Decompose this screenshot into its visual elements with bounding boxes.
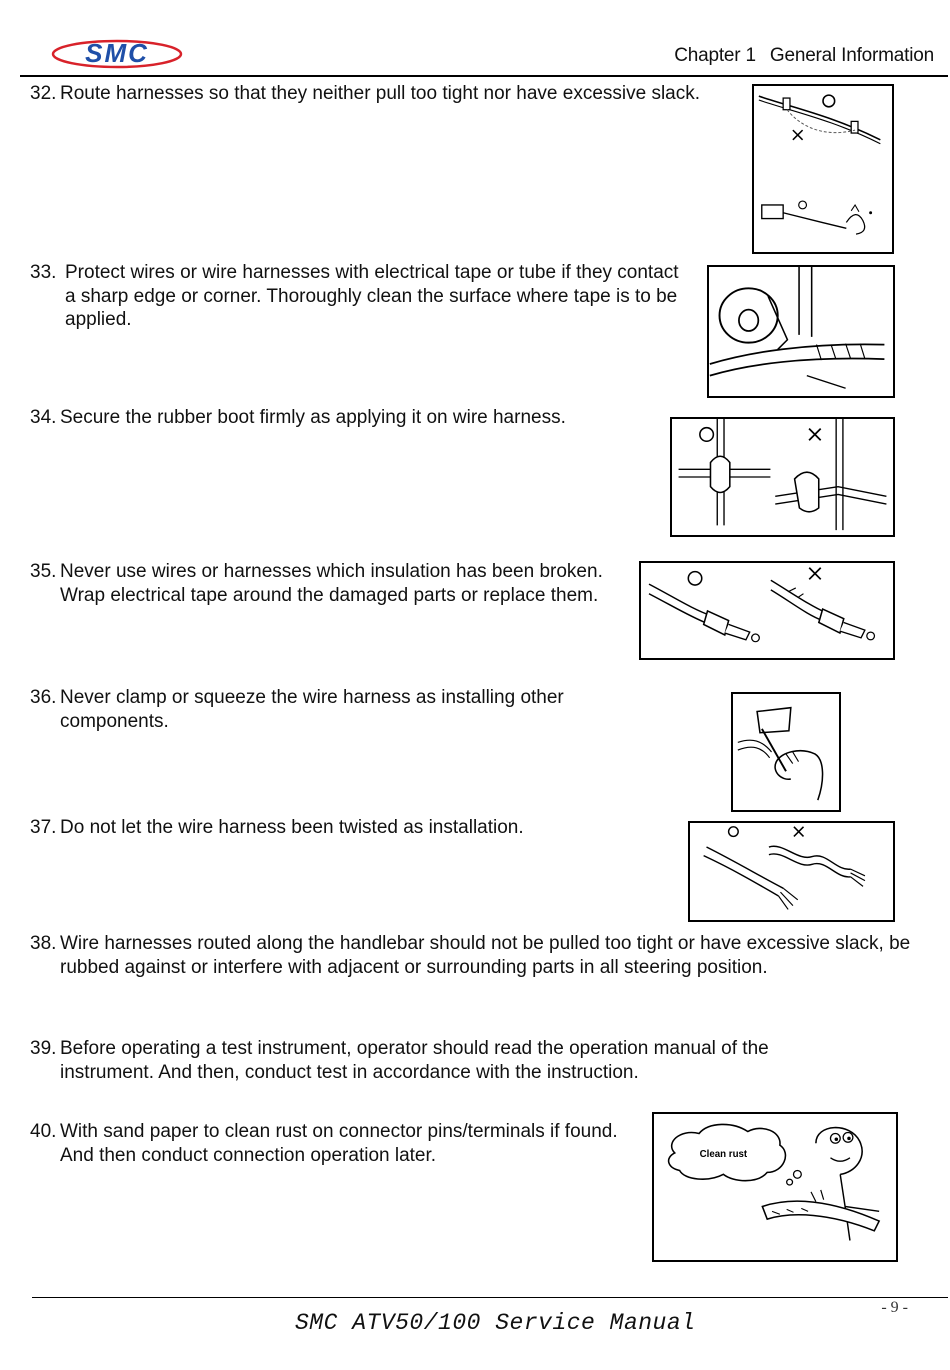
item-text: Before operating a test instrument, operator should read the operation manual of the instrument. And then, conduct test in accordance with the instruction.	[60, 1038, 769, 1083]
figure-twisted-harness	[688, 821, 895, 922]
item-text: Secure the rubber boot firmly as applying it on wire harness.	[60, 407, 566, 428]
item-number: 40.	[30, 1121, 57, 1142]
list-item-35	[30, 560, 620, 607]
page-number: - 9 -	[881, 1299, 908, 1316]
item-number: 35.	[30, 561, 57, 582]
item-number: 37.	[30, 817, 57, 838]
item-number: 39.	[30, 1038, 57, 1059]
list-item-32	[30, 82, 710, 106]
item-number: 33.	[30, 262, 57, 283]
item-text: Wire harnesses routed along the handlebar should not be pulled too tight or have excessive slack, be rubbed against or interfere with adjacent or surrounding parts in all steering position.	[60, 933, 911, 978]
chapter-label: Chapter 1	[674, 45, 756, 66]
item-text: With sand paper to clean rust on connector pins/terminals if found. And then conduct connection operation later.	[60, 1121, 618, 1166]
list-item-39	[30, 1037, 850, 1084]
figure-clean-rust	[652, 1112, 898, 1262]
figure-rubber-boot	[670, 417, 895, 537]
bubble-text: Clean rust	[699, 1148, 748, 1160]
chapter-title: General Information	[769, 45, 934, 66]
item-text: Never use wires or harnesses which insulation has been broken. Wrap electrical tape around the damaged parts or replace them.	[60, 561, 603, 606]
list-item-36	[30, 686, 630, 733]
manual-title: SMC ATV50/100 Service Manual	[295, 1310, 696, 1336]
list-item-34	[30, 406, 670, 430]
item-text: Protect wires or wire harnesses with electrical tape or tube if they contact a sharp edge or corner. Thoroughly clean the surface where tape is to be applied.	[65, 262, 679, 330]
item-number: 34.	[30, 407, 57, 428]
smc-logo	[50, 36, 185, 72]
item-number: 32.	[30, 83, 57, 104]
figure-harness-slack	[752, 84, 894, 254]
list-item-40	[30, 1120, 630, 1167]
figure-electrical-tape	[707, 265, 895, 398]
item-text: Do not let the wire harness been twisted as installation.	[60, 817, 524, 838]
chapter-heading	[674, 45, 934, 67]
item-text: Never clamp or squeeze the wire harness as installing other components.	[60, 687, 564, 732]
footer-divider	[32, 1297, 948, 1298]
header-divider	[20, 75, 948, 77]
list-item-33	[30, 261, 690, 332]
svg-text:SMC: SMC	[85, 38, 149, 68]
item-number: 36.	[30, 687, 57, 708]
item-number: 38.	[30, 933, 57, 954]
item-text: Route harnesses so that they neither pull too tight nor have excessive slack.	[60, 83, 701, 104]
list-item-37	[30, 816, 670, 840]
figure-clamping	[731, 692, 841, 812]
list-item-38	[30, 932, 930, 979]
figure-damaged-insulation	[639, 561, 895, 660]
